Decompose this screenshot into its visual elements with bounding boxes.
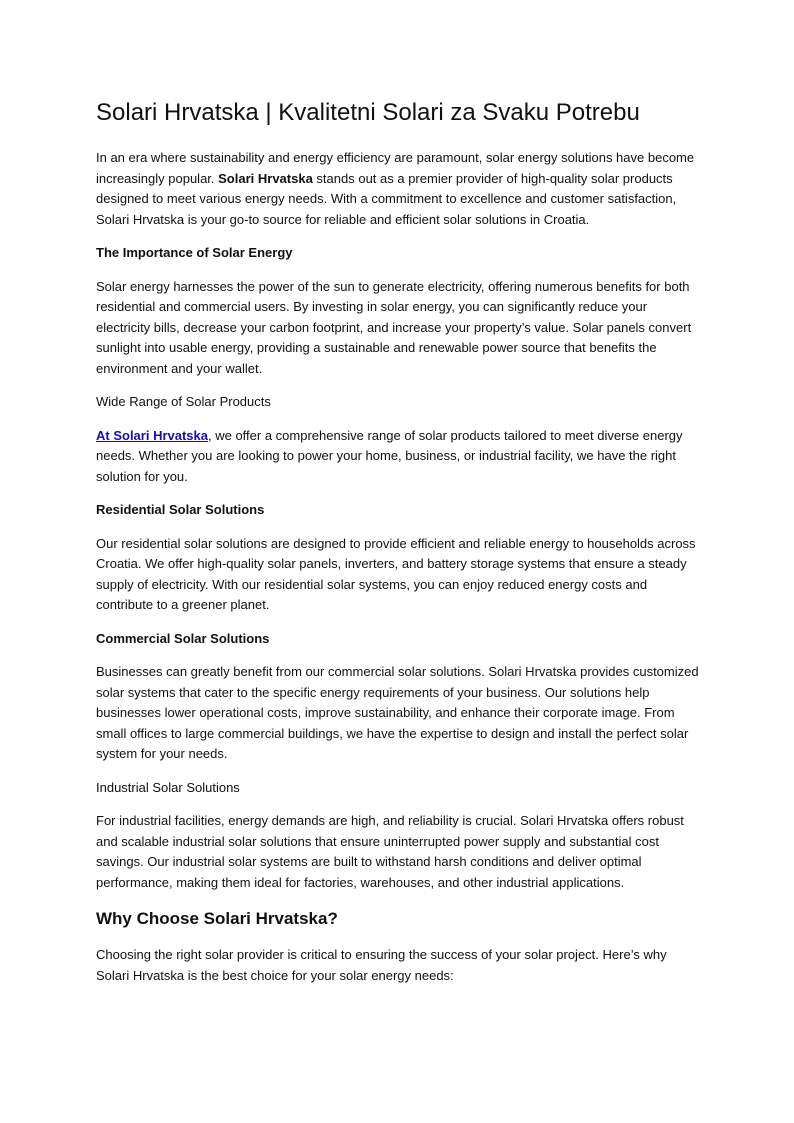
commercial-heading: Commercial Solar Solutions [96,630,270,646]
document-page [96,96,700,999]
intro-brand-bold: Solari Hrvatska [218,170,313,186]
range-paragraph [96,426,700,488]
commercial-paragraph: Businesses can greatly benefit from our commercial solar solutions. Solari Hrvatska provides customized solar systems that cater to the specific energy requirements of your business. Our solutions help businesses lower operational costs, improve sustainability, and enhance their corporate image. From small offices to large commercial buildings, we have the expertise to design and install the perfect solar system for your needs. [96,664,699,761]
why-heading: Why Choose Solari Hrvatska? [96,909,338,928]
importance-heading: The Importance of Solar Energy [96,245,293,260]
why-paragraph: Choosing the right solar provider is critical to ensuring the success of your solar project. Here’s why Solari Hrvatska is the best choice for your solar energy needs: [96,947,667,983]
industrial-heading: Industrial Solar Solutions [96,779,240,795]
solari-hrvatska-link[interactable]: At Solari Hrvatska [96,427,208,443]
intro-paragraph [96,148,700,230]
range-heading: Wide Range of Solar Products [96,394,271,409]
importance-paragraph: Solar energy harnesses the power of the sun to generate electricity, offering numerous benefits for both residential and commercial users. By investing in solar energy, you can significantly reduce your electricity bills, decrease your carbon footprint, and increase your property’s value. Solar panels convert sunlight into usable energy, providing a sustainable and renewable power source that benefits the environment and your wallet. [96,278,692,376]
intro-text-before: In an era where sustainability and energy efficiency are paramount, solar energy solutions have become increasingly popular. [96,150,695,186]
intro-text-after: stands out as a premier provider of high-quality solar products designed to meet various energy needs. With a commitment to excellence and customer satisfaction, Solari Hrvatska is your go-to source for reliable and efficient solar solutions in Croatia. [96,170,677,227]
page-title: Solari Hrvatska | Kvalitetni Solari za Svaku Potrebu [96,99,640,126]
residential-paragraph: Our residential solar solutions are designed to provide efficient and reliable energy to households across Croatia. We offer high-quality solar panels, inverters, and battery storage systems that ensure a steady supply of electricity. With our residential solar systems, you can enjoy reduced energy costs and contribute to a greener planet. [96,535,696,612]
industrial-paragraph: For industrial facilities, energy demands are high, and reliability is crucial. Solari Hrvatska offers robust and scalable industrial solar solutions that ensure uninterrupted power supply and substantial cost savings. Our industrial solar systems are built to withstand harsh conditions and deliver optimal performance, making them ideal for factories, warehouses, and other industrial applications. [96,813,684,890]
residential-heading: Residential Solar Solutions [96,502,265,517]
range-text: , we offer a comprehensive range of solar products tailored to meet diverse energy needs. Whether you are looking to power your home, business, or industrial facility, we have the right solution for you. [96,427,683,484]
